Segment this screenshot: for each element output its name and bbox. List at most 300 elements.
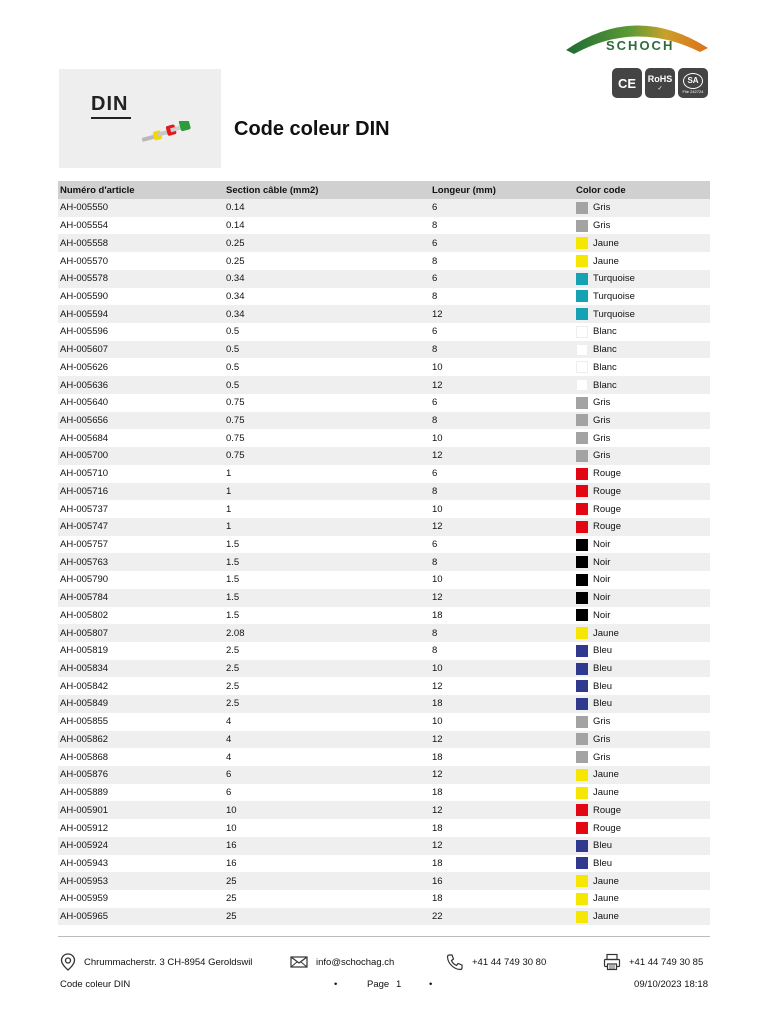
color-name: Gris	[593, 432, 611, 444]
article-number-cell: AH-005578	[60, 273, 109, 285]
cable-section-cell: 0.75	[226, 450, 245, 462]
page-title: Code coleur DIN	[234, 118, 390, 140]
address-text: Chrummacherstr. 3 CH-8954 Geroldswil	[84, 956, 253, 968]
color-name: Gris	[593, 202, 611, 214]
color-code-cell	[576, 344, 710, 356]
article-number-cell: AH-005862	[60, 733, 109, 745]
color-swatch	[576, 893, 588, 905]
color-code-cell	[576, 875, 710, 887]
article-number-cell: AH-005607	[60, 344, 109, 356]
length-cell: 10	[432, 503, 443, 515]
cable-section-cell: 1	[226, 468, 232, 480]
color-code-cell	[576, 237, 710, 249]
color-code-cell	[576, 822, 710, 834]
article-number-cell: AH-005876	[60, 769, 109, 781]
cable-section-cell: 6	[226, 769, 232, 781]
footer-doc-title: Code coleur DIN	[60, 979, 131, 990]
table-row	[58, 305, 710, 323]
length-cell: 10	[432, 716, 443, 728]
ferrules-icon	[141, 121, 195, 143]
table-row	[58, 801, 710, 819]
article-number-cell: AH-005807	[60, 627, 109, 639]
color-name: Bleu	[593, 680, 613, 692]
cable-section-cell: 4	[226, 751, 232, 763]
color-code-cell	[576, 840, 710, 852]
article-number-cell: AH-005959	[60, 893, 109, 905]
length-cell: 6	[432, 468, 438, 480]
length-cell: 6	[432, 202, 438, 214]
color-code-cell	[576, 574, 710, 586]
color-name: Noir	[593, 556, 611, 568]
cable-section-cell: 2.5	[226, 680, 240, 692]
article-number-cell: AH-005558	[60, 237, 109, 249]
table-row	[58, 465, 710, 483]
article-number-cell: AH-005700	[60, 450, 109, 462]
cable-section-cell: 10	[226, 822, 237, 834]
length-cell: 12	[432, 308, 443, 320]
color-code-cell	[576, 663, 710, 675]
table-row	[58, 784, 710, 802]
color-name: Bleu	[593, 698, 613, 710]
length-cell: 12	[432, 680, 443, 692]
article-number-cell: AH-005868	[60, 751, 109, 763]
color-name: Blanc	[593, 361, 617, 373]
color-code-cell	[576, 255, 710, 267]
color-code-cell	[576, 503, 710, 515]
fax-printer-icon	[603, 953, 621, 971]
table-row	[58, 270, 710, 288]
color-code-cell	[576, 432, 710, 444]
table-row	[58, 288, 710, 306]
table-row	[58, 819, 710, 837]
cable-section-cell: 1.5	[226, 592, 240, 604]
length-cell: 18	[432, 698, 443, 710]
article-number-cell: AH-005570	[60, 255, 109, 267]
color-code-cell	[576, 485, 710, 497]
color-name: Rouge	[593, 521, 621, 533]
table-row	[58, 571, 710, 589]
footer-bullet-right: •	[429, 979, 433, 990]
color-code-cell	[576, 361, 710, 373]
article-number-cell: AH-005594	[60, 308, 109, 320]
color-name: Bleu	[593, 840, 613, 852]
article-number-cell: AH-005834	[60, 663, 109, 675]
color-swatch	[576, 645, 588, 657]
article-number-cell: AH-005656	[60, 414, 109, 426]
article-number-cell: AH-005953	[60, 875, 109, 887]
color-code-cell	[576, 414, 710, 426]
article-number-cell: AH-005554	[60, 220, 109, 232]
color-swatch	[576, 326, 588, 338]
length-cell: 10	[432, 361, 443, 373]
color-name: Turquoise	[593, 308, 635, 320]
article-number-cell: AH-005596	[60, 326, 109, 338]
article-number-cell: AH-005924	[60, 840, 109, 852]
color-swatch	[576, 220, 588, 232]
article-number-cell: AH-005684	[60, 432, 109, 444]
schoch-logo	[566, 14, 710, 54]
header-color-code: Color code	[576, 184, 626, 196]
footer-contacts	[58, 952, 710, 972]
length-cell: 18	[432, 822, 443, 834]
table-row	[58, 394, 710, 412]
cable-section-cell: 4	[226, 716, 232, 728]
cable-section-cell: 0.34	[226, 308, 245, 320]
length-cell: 12	[432, 769, 443, 781]
table-row	[58, 500, 710, 518]
cable-section-cell: 0.5	[226, 326, 240, 338]
cable-section-cell: 0.75	[226, 397, 245, 409]
color-name: Bleu	[593, 857, 613, 869]
brand-name: SCHOCH	[606, 38, 675, 53]
footer-divider	[58, 936, 710, 937]
color-code-cell	[576, 379, 710, 391]
table-row	[58, 695, 710, 713]
table-row	[58, 376, 710, 394]
table-row	[58, 553, 710, 571]
article-number-cell: AH-005737	[60, 503, 109, 515]
color-name: Noir	[593, 539, 611, 551]
color-swatch	[576, 255, 588, 267]
color-name: Rouge	[593, 485, 621, 497]
csa-icon: SA File 242724	[678, 68, 708, 98]
table-row	[58, 429, 710, 447]
color-code-table	[58, 181, 710, 925]
color-name: Gris	[593, 716, 611, 728]
table-row	[58, 642, 710, 660]
din-underline	[91, 117, 131, 119]
length-cell: 18	[432, 893, 443, 905]
color-name: Rouge	[593, 503, 621, 515]
fax-number: +41 44 749 30 85	[629, 956, 704, 968]
cable-section-cell: 0.14	[226, 202, 245, 214]
length-cell: 6	[432, 237, 438, 249]
cable-section-cell: 0.25	[226, 237, 245, 249]
rohs-icon: RoHS ✓	[645, 68, 675, 98]
article-number-cell: AH-005626	[60, 361, 109, 373]
location-pin-icon	[60, 953, 76, 971]
article-number-cell: AH-005901	[60, 804, 109, 816]
color-name: Rouge	[593, 822, 621, 834]
length-cell: 12	[432, 379, 443, 391]
table-row	[58, 412, 710, 430]
table-row	[58, 837, 710, 855]
color-swatch	[576, 840, 588, 852]
cable-section-cell: 0.14	[226, 220, 245, 232]
envelope-icon	[290, 955, 308, 969]
color-code-cell	[576, 733, 710, 745]
color-code-cell	[576, 592, 710, 604]
color-swatch	[576, 787, 588, 799]
length-cell: 8	[432, 414, 438, 426]
color-code-cell	[576, 326, 710, 338]
color-code-cell	[576, 857, 710, 869]
color-code-cell	[576, 450, 710, 462]
cable-section-cell: 4	[226, 733, 232, 745]
color-name: Gris	[593, 220, 611, 232]
length-cell: 12	[432, 840, 443, 852]
article-number-cell: AH-005763	[60, 556, 109, 568]
article-number-cell: AH-005747	[60, 521, 109, 533]
color-swatch	[576, 202, 588, 214]
table-row	[58, 624, 710, 642]
table-row	[58, 607, 710, 625]
table-row	[58, 518, 710, 536]
certification-badges	[612, 68, 708, 98]
length-cell: 22	[432, 911, 443, 923]
color-code-cell	[576, 804, 710, 816]
color-name: Blanc	[593, 379, 617, 391]
color-name: Gris	[593, 751, 611, 763]
cable-section-cell: 16	[226, 840, 237, 852]
color-swatch	[576, 485, 588, 497]
table-row	[58, 660, 710, 678]
product-image	[59, 69, 221, 168]
table-row	[58, 234, 710, 252]
color-code-cell	[576, 308, 710, 320]
length-cell: 12	[432, 592, 443, 604]
phone-item	[446, 952, 546, 972]
length-cell: 6	[432, 273, 438, 285]
table-header	[58, 181, 710, 199]
cable-section-cell: 16	[226, 857, 237, 869]
article-number-cell: AH-005716	[60, 485, 109, 497]
color-code-cell	[576, 893, 710, 905]
fax-item	[603, 952, 703, 972]
cable-section-cell: 10	[226, 804, 237, 816]
email-link[interactable]: info@schochag.ch	[316, 956, 395, 968]
color-swatch	[576, 875, 588, 887]
length-cell: 18	[432, 787, 443, 799]
color-code-cell	[576, 645, 710, 657]
table-row	[58, 589, 710, 607]
color-swatch	[576, 308, 588, 320]
color-swatch	[576, 521, 588, 533]
cable-section-cell: 0.5	[226, 379, 240, 391]
table-row	[58, 323, 710, 341]
table-row	[58, 358, 710, 376]
color-swatch	[576, 804, 588, 816]
cable-section-cell: 2.5	[226, 645, 240, 657]
color-name: Gris	[593, 397, 611, 409]
length-cell: 18	[432, 857, 443, 869]
table-row	[58, 341, 710, 359]
cable-section-cell: 2.08	[226, 627, 245, 639]
length-cell: 18	[432, 751, 443, 763]
length-cell: 6	[432, 539, 438, 551]
cable-section-cell: 0.75	[226, 414, 245, 426]
article-number-cell: AH-005849	[60, 698, 109, 710]
length-cell: 12	[432, 804, 443, 816]
color-code-cell	[576, 220, 710, 232]
cable-section-cell: 1	[226, 521, 232, 533]
cable-section-cell: 6	[226, 787, 232, 799]
length-cell: 10	[432, 574, 443, 586]
length-cell: 12	[432, 733, 443, 745]
length-cell: 8	[432, 645, 438, 657]
cable-section-cell: 1.5	[226, 556, 240, 568]
article-number-cell: AH-005784	[60, 592, 109, 604]
table-row	[58, 890, 710, 908]
color-swatch	[576, 450, 588, 462]
table-row	[58, 199, 710, 217]
article-number-cell: AH-005912	[60, 822, 109, 834]
email-item	[290, 952, 394, 972]
color-swatch	[576, 822, 588, 834]
table-row	[58, 872, 710, 890]
phone-icon	[446, 953, 464, 971]
color-swatch	[576, 379, 588, 391]
color-swatch	[576, 361, 588, 373]
article-number-cell: AH-005710	[60, 468, 109, 480]
length-cell: 8	[432, 255, 438, 267]
color-name: Noir	[593, 592, 611, 604]
table-row	[58, 908, 710, 926]
color-name: Jaune	[593, 911, 619, 923]
color-name: Rouge	[593, 804, 621, 816]
article-number-cell: AH-005965	[60, 911, 109, 923]
article-number-cell: AH-005550	[60, 202, 109, 214]
color-swatch	[576, 663, 588, 675]
cable-section-cell: 1.5	[226, 539, 240, 551]
footer-datetime: 09/10/2023 18:18	[634, 979, 708, 990]
color-swatch	[576, 680, 588, 692]
color-swatch	[576, 397, 588, 409]
length-cell: 18	[432, 609, 443, 621]
table-row	[58, 855, 710, 873]
table-row	[58, 447, 710, 465]
table-row	[58, 483, 710, 501]
color-code-cell	[576, 609, 710, 621]
phone-number[interactable]: +41 44 749 30 80	[472, 956, 547, 968]
color-code-cell	[576, 273, 710, 285]
article-number-cell: AH-005889	[60, 787, 109, 799]
table-row	[58, 713, 710, 731]
color-swatch	[576, 237, 588, 249]
color-code-cell	[576, 787, 710, 799]
length-cell: 6	[432, 397, 438, 409]
cable-section-cell: 0.75	[226, 432, 245, 444]
cable-section-cell: 0.34	[226, 273, 245, 285]
length-cell: 8	[432, 344, 438, 356]
length-cell: 10	[432, 432, 443, 444]
article-number-cell: AH-005636	[60, 379, 109, 391]
color-name: Turquoise	[593, 290, 635, 302]
page-label: Page	[367, 979, 390, 990]
ce-mark-icon: CE	[612, 68, 642, 98]
color-code-cell	[576, 556, 710, 568]
color-name: Rouge	[593, 468, 621, 480]
table-body	[58, 199, 710, 925]
color-swatch	[576, 911, 588, 923]
color-name: Gris	[593, 450, 611, 462]
footer-bullet-left: •	[334, 979, 338, 990]
color-swatch	[576, 698, 588, 710]
article-number-cell: AH-005855	[60, 716, 109, 728]
color-swatch	[576, 716, 588, 728]
article-number-cell: AH-005943	[60, 857, 109, 869]
cable-section-cell: 1.5	[226, 574, 240, 586]
color-name: Jaune	[593, 627, 619, 639]
table-row	[58, 677, 710, 695]
article-number-cell: AH-005819	[60, 645, 109, 657]
color-code-cell	[576, 539, 710, 551]
color-code-cell	[576, 468, 710, 480]
color-code-cell	[576, 397, 710, 409]
table-row	[58, 748, 710, 766]
color-code-cell	[576, 716, 710, 728]
color-code-cell	[576, 751, 710, 763]
length-cell: 16	[432, 875, 443, 887]
color-swatch	[576, 468, 588, 480]
color-swatch	[576, 592, 588, 604]
color-swatch	[576, 539, 588, 551]
table-row	[58, 766, 710, 784]
color-swatch	[576, 733, 588, 745]
cable-section-cell: 2.5	[226, 698, 240, 710]
header-cable-section: Section câble (mm2)	[226, 184, 319, 196]
color-name: Turquoise	[593, 273, 635, 285]
color-swatch	[576, 609, 588, 621]
table-row	[58, 536, 710, 554]
color-code-cell	[576, 521, 710, 533]
cable-section-cell: 0.5	[226, 361, 240, 373]
color-name: Gris	[593, 414, 611, 426]
article-number-cell: AH-005802	[60, 609, 109, 621]
color-name: Gris	[593, 733, 611, 745]
length-cell: 8	[432, 556, 438, 568]
cable-section-cell: 1.5	[226, 609, 240, 621]
color-name: Jaune	[593, 787, 619, 799]
color-swatch	[576, 751, 588, 763]
color-name: Noir	[593, 574, 611, 586]
cable-section-cell: 1	[226, 503, 232, 515]
length-cell: 6	[432, 326, 438, 338]
table-row	[58, 731, 710, 749]
color-swatch	[576, 432, 588, 444]
length-cell: 8	[432, 627, 438, 639]
cable-section-cell: 0.25	[226, 255, 245, 267]
color-name: Bleu	[593, 645, 613, 657]
color-code-cell	[576, 627, 710, 639]
color-swatch	[576, 857, 588, 869]
color-code-cell	[576, 202, 710, 214]
color-swatch	[576, 574, 588, 586]
length-cell: 8	[432, 485, 438, 497]
color-swatch	[576, 344, 588, 356]
address-item	[60, 952, 252, 972]
color-name: Jaune	[593, 237, 619, 249]
color-swatch	[576, 503, 588, 515]
article-number-cell: AH-005842	[60, 680, 109, 692]
color-name: Jaune	[593, 769, 619, 781]
din-standard-label: DIN	[91, 93, 129, 115]
footer-meta	[58, 979, 710, 993]
length-cell: 8	[432, 290, 438, 302]
color-swatch	[576, 273, 588, 285]
cable-section-cell: 0.5	[226, 344, 240, 356]
length-cell: 12	[432, 450, 443, 462]
cable-section-cell: 0.34	[226, 290, 245, 302]
color-name: Blanc	[593, 326, 617, 338]
table-row	[58, 252, 710, 270]
color-name: Jaune	[593, 893, 619, 905]
header-length: Longeur (mm)	[432, 184, 496, 196]
table-row	[58, 217, 710, 235]
cable-section-cell: 25	[226, 911, 237, 923]
article-number-cell: AH-005757	[60, 539, 109, 551]
length-cell: 10	[432, 663, 443, 675]
